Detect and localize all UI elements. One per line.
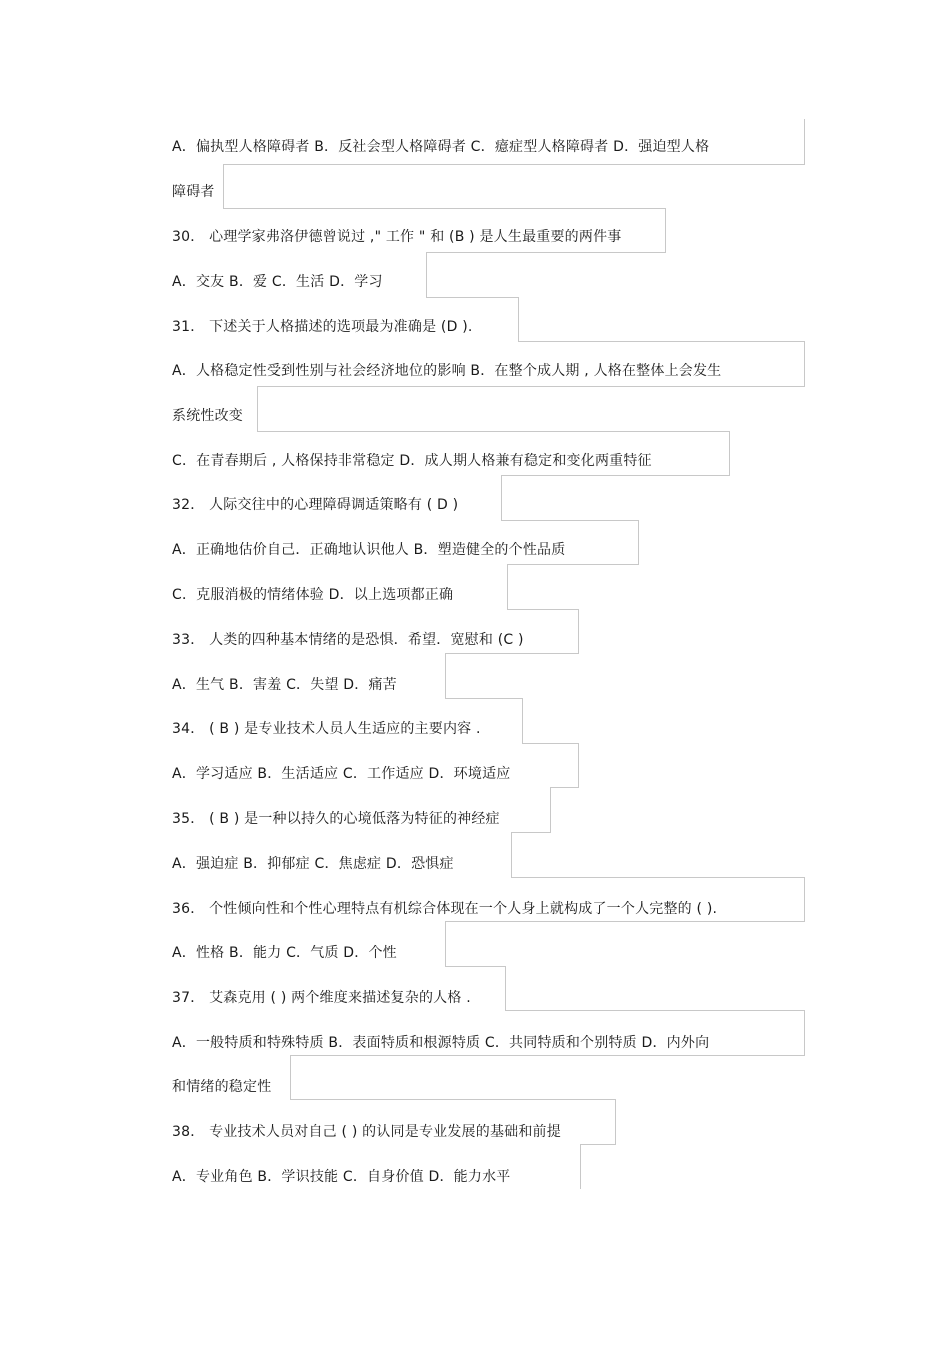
table-border-rule: [580, 1144, 581, 1189]
text-line: A．人格稳定性受到性别与社会经济地位的影响 B．在整个成人期 , 人格在整体上会发生: [172, 363, 722, 379]
table-border-rule: [290, 1055, 805, 1056]
text-line: A．正确地估价自己．正确地认识他人 B．塑造健全的个性品质: [172, 542, 566, 558]
table-border-rule: [507, 564, 639, 565]
table-border-rule: [426, 252, 427, 297]
table-border-rule: [257, 431, 730, 432]
table-border-rule: [518, 341, 805, 342]
text-line: 35． ( B ) 是一种以持久的心境低落为特征的神经症: [172, 811, 500, 827]
table-border-rule: [615, 1099, 616, 1144]
table-border-rule: [445, 921, 805, 922]
table-border-rule: [445, 653, 446, 698]
table-border-rule: [804, 119, 805, 164]
table-border-rule: [445, 698, 523, 699]
table-border-rule: [501, 475, 502, 520]
table-border-rule: [445, 921, 446, 966]
text-line: 31． 下述关于人格描述的选项最为准确是 (D ).: [172, 319, 473, 335]
table-border-rule: [550, 787, 551, 832]
table-border-rule: [257, 386, 258, 431]
text-line: A．交友 B．爱 C．生活 D．学习: [172, 274, 383, 290]
table-border-rule: [578, 743, 579, 788]
text-line: A．偏执型人格障碍者 B．反社会型人格障碍者 C．癔症型人格障碍者 D．强迫型人格: [172, 139, 710, 155]
table-border-rule: [578, 609, 579, 654]
table-border-rule: [426, 297, 519, 298]
text-line: 36． 个性倾向性和个性心理特点有机综合体现在一个人身上就构成了一个人完整的 ( ).: [172, 901, 718, 917]
table-border-rule: [522, 743, 579, 744]
table-border-rule: [804, 1010, 805, 1055]
table-border-rule: [638, 520, 639, 565]
text-line: C．在青春期后 , 人格保持非常稳定 D．成人期人格兼有稳定和变化两重特征: [172, 453, 652, 469]
text-line: A．生气 B．害羞 C．失望 D．痛苦: [172, 677, 397, 693]
table-border-rule: [223, 164, 224, 209]
text-line: 38． 专业技术人员对自己 ( ) 的认同是专业发展的基础和前提: [172, 1124, 561, 1140]
table-border-rule: [507, 564, 508, 609]
text-line: A．专业角色 B．学识技能 C．自身价值 D．能力水平: [172, 1169, 511, 1185]
table-border-rule: [290, 1099, 616, 1100]
text-line: 33． 人类的四种基本情绪的是恐惧．希望．宽慰和 (C ): [172, 632, 524, 648]
table-border-rule: [550, 787, 579, 788]
text-line: 30． 心理学家弗洛伊德曾说过 ," 工作 " 和 (B ) 是人生最重要的两件事: [172, 229, 622, 245]
text-line: A．强迫症 B．抑郁症 C．焦虑症 D．恐惧症: [172, 856, 454, 872]
table-border-rule: [522, 698, 523, 743]
table-border-rule: [445, 653, 579, 654]
text-line: C．克服消极的情绪体验 D．以上选项都正确: [172, 587, 454, 603]
text-line: A．一般特质和特殊特质 B．表面特质和根源特质 C．共同特质和个别特质 D．内外向: [172, 1035, 710, 1051]
table-border-rule: [223, 208, 666, 209]
text-line: 系统性改变: [172, 408, 243, 424]
table-border-rule: [804, 341, 805, 386]
text-line: 32． 人际交往中的心理障碍调适策略有 ( D ): [172, 497, 459, 513]
table-border-rule: [511, 877, 805, 878]
table-border-rule: [804, 877, 805, 922]
table-border-rule: [257, 386, 805, 387]
table-border-rule: [665, 208, 666, 253]
text-line: A．性格 B．能力 C．气质 D．个性: [172, 945, 397, 961]
text-line: 障碍者: [172, 184, 215, 200]
text-line: 和情绪的稳定性: [172, 1079, 272, 1095]
table-border-rule: [445, 966, 506, 967]
table-border-rule: [501, 520, 639, 521]
table-border-rule: [505, 1010, 805, 1011]
text-line: A．学习适应 B．生活适应 C．工作适应 D．环境适应: [172, 766, 511, 782]
text-line: 37． 艾森克用 ( ) 两个维度来描述复杂的人格 .: [172, 990, 471, 1006]
table-border-rule: [580, 1144, 616, 1145]
table-border-rule: [507, 609, 579, 610]
table-border-rule: [505, 966, 506, 1011]
table-border-rule: [426, 252, 666, 253]
table-border-rule: [511, 832, 512, 877]
table-border-rule: [223, 164, 805, 165]
table-border-rule: [518, 297, 519, 342]
table-border-rule: [290, 1055, 291, 1100]
table-border-rule: [501, 475, 730, 476]
text-line: 34． ( B ) 是专业技术人员人生适应的主要内容 .: [172, 721, 481, 737]
table-border-rule: [511, 832, 551, 833]
table-border-rule: [729, 431, 730, 476]
